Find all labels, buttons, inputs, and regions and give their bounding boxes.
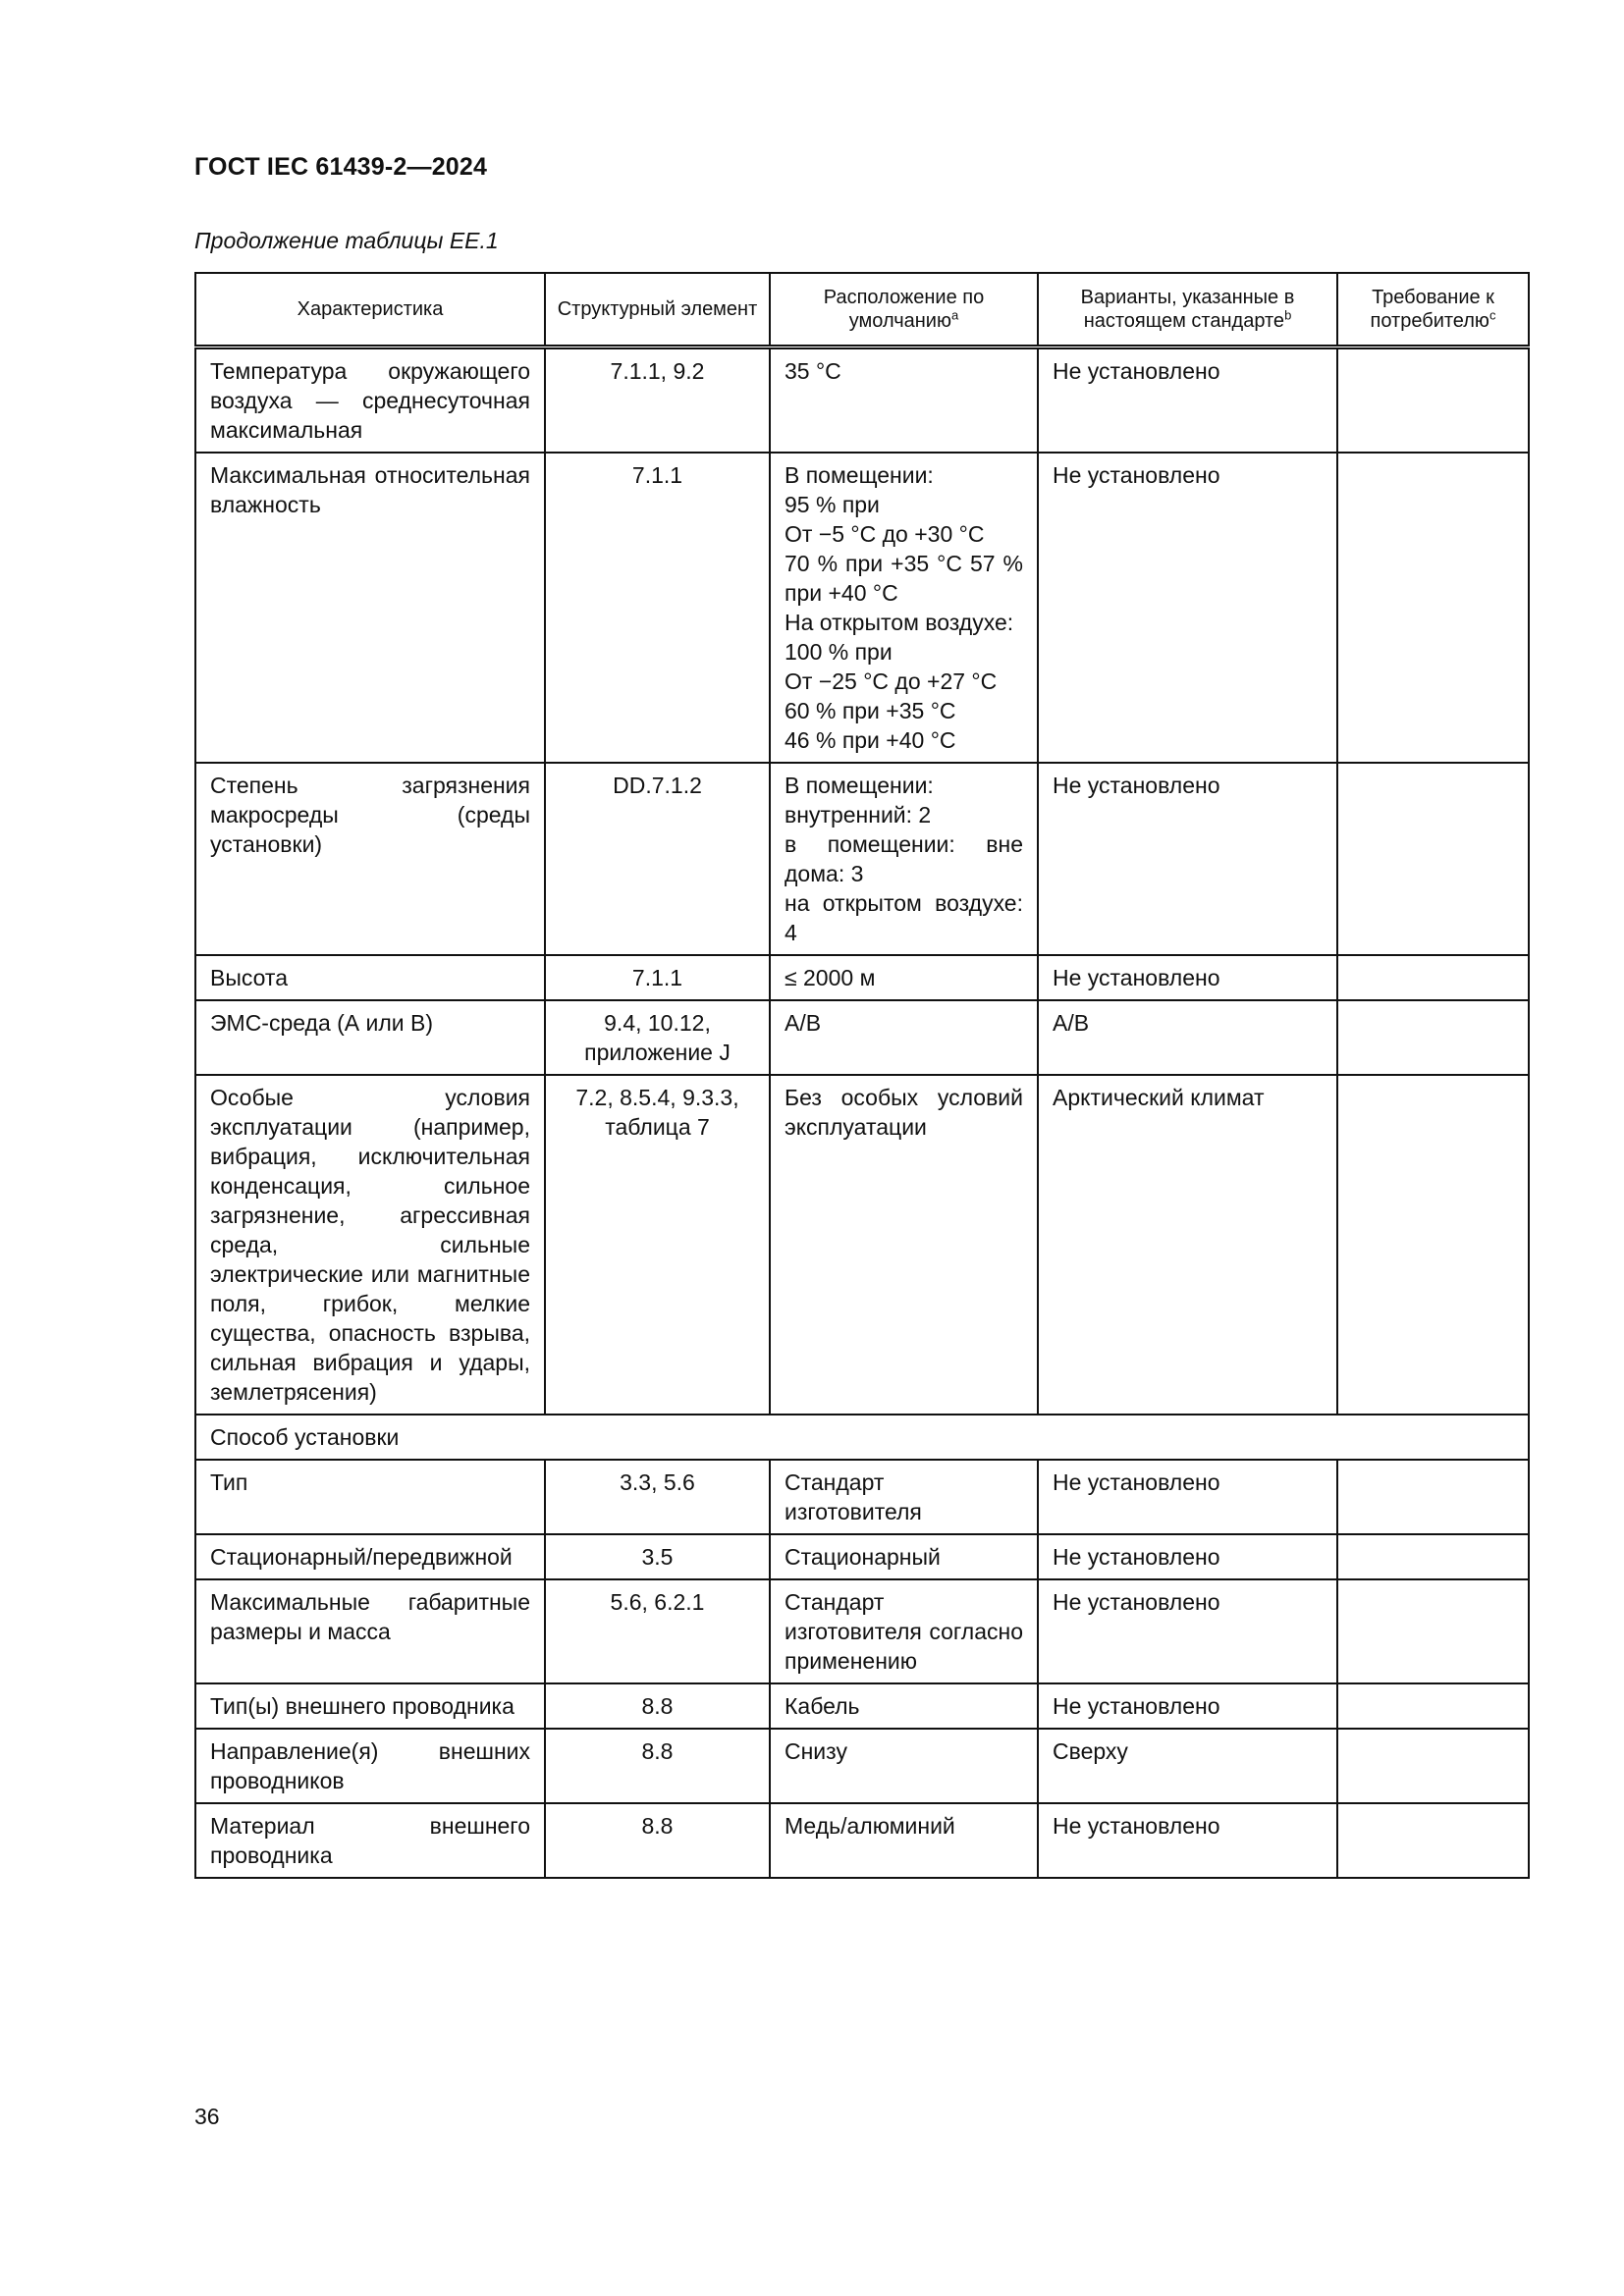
default-arrangement-cell [770, 955, 1038, 1000]
default-arrangement-line: Без особых условий эксплуатации [785, 1085, 1023, 1140]
structural-element-cell: 5.6, 6.2.1 [545, 1579, 770, 1683]
column-header-label: Расположение по умолчанию [823, 287, 985, 332]
default-arrangement-line: В помещении: [785, 773, 934, 798]
default-arrangement-cell [770, 1683, 1038, 1729]
default-arrangement-cell [770, 763, 1038, 955]
document-header: ГОСТ IEC 61439-2—2024 [194, 153, 488, 181]
structural-element-cell: 8.8 [545, 1803, 770, 1878]
table-row [195, 1075, 1529, 1415]
column-header-label: Варианты, указанные в настоящем стандарте [1080, 287, 1295, 332]
default-arrangement-line: 70 % при +35 °C 57 % при +40 °C [785, 551, 1023, 606]
section-label: Способ установки [195, 1415, 1529, 1460]
options-cell: Не установлено [1038, 955, 1337, 1000]
default-arrangement-line: на открытом воздухе: 4 [785, 890, 1023, 945]
default-arrangement-cell [770, 347, 1038, 454]
default-arrangement-line: 95 % при [785, 492, 880, 517]
footnote-marker: c [1489, 307, 1496, 323]
structural-element-cell: 9.4, 10.12, приложение J [545, 1000, 770, 1075]
characteristic-cell: Максимальная относительная влажность [195, 453, 545, 763]
table-row [195, 1534, 1529, 1579]
characteristic-cell: Стационарный/передвижной [195, 1534, 545, 1579]
default-arrangement-line: 46 % при +40 °C [785, 727, 956, 753]
default-arrangement-line: Стационарный [785, 1544, 941, 1570]
section-row [195, 1415, 1529, 1460]
table-row [195, 1000, 1529, 1075]
options-cell: Не установлено [1038, 1579, 1337, 1683]
default-arrangement-cell [770, 1579, 1038, 1683]
column-header [545, 273, 770, 347]
footnote-marker: b [1284, 307, 1292, 323]
characteristic-cell: Температура окружающего воздуха — среднесуточная максимальная [195, 347, 545, 454]
table-row [195, 1729, 1529, 1803]
default-arrangement-line: От −25 °C до +27 °C [785, 668, 998, 694]
table-row [195, 1579, 1529, 1683]
options-cell: Не установлено [1038, 347, 1337, 454]
structural-element-cell: 7.2, 8.5.4, 9.3.3, таблица 7 [545, 1075, 770, 1415]
default-arrangement-line: 100 % при [785, 639, 893, 665]
options-cell: Не установлено [1038, 1460, 1337, 1534]
table-row [195, 955, 1529, 1000]
characteristic-cell: Особые условия эксплуатации (например, вибрация, исключительная конденсация, сильное загрязнение, агрессивная среда, сильные электрические или магнитные поля, грибок, мелкие существа, опасность взрыва, сильная вибрация и удары, землетрясения) [195, 1075, 545, 1415]
default-arrangement-line: внутренний: 2 [785, 802, 932, 828]
options-cell: Не установлено [1038, 1534, 1337, 1579]
default-arrangement-line: Стандарт изготовителя [785, 1469, 922, 1524]
user-requirement-cell [1337, 347, 1529, 454]
footnote-marker: a [950, 307, 959, 323]
table-row [195, 453, 1529, 763]
user-requirement-cell [1337, 1579, 1529, 1683]
default-arrangement-line: Снизу [785, 1738, 847, 1764]
structural-element-cell: 3.3, 5.6 [545, 1460, 770, 1534]
options-cell: Сверху [1038, 1729, 1337, 1803]
characteristic-cell: Материал внешнего проводника [195, 1803, 545, 1878]
default-arrangement-cell [770, 453, 1038, 763]
default-arrangement-cell [770, 1729, 1038, 1803]
options-cell: Арктический климат [1038, 1075, 1337, 1415]
options-cell: Не установлено [1038, 453, 1337, 763]
options-cell: А/В [1038, 1000, 1337, 1075]
default-arrangement-line: В помещении: [785, 462, 934, 488]
user-requirement-cell [1337, 763, 1529, 955]
structural-element-cell: 7.1.1, 9.2 [545, 347, 770, 454]
default-arrangement-cell [770, 1460, 1038, 1534]
table-row [195, 1460, 1529, 1534]
user-requirement-cell [1337, 1460, 1529, 1534]
structural-element-cell: 8.8 [545, 1683, 770, 1729]
characteristic-cell: Высота [195, 955, 545, 1000]
user-requirement-cell [1337, 1729, 1529, 1803]
user-requirement-cell [1337, 1534, 1529, 1579]
structural-element-cell: 8.8 [545, 1729, 770, 1803]
column-header [1337, 273, 1529, 347]
default-arrangement-line: Кабель [785, 1693, 860, 1719]
table-row [195, 1803, 1529, 1878]
user-requirement-cell [1337, 955, 1529, 1000]
user-requirement-cell [1337, 1683, 1529, 1729]
table-row [195, 347, 1529, 454]
default-arrangement-line: На открытом воздухе: [785, 610, 1014, 635]
structural-element-cell: 7.1.1 [545, 955, 770, 1000]
default-arrangement-cell [770, 1534, 1038, 1579]
characteristic-cell: Максимальные габаритные размеры и масса [195, 1579, 545, 1683]
characteristic-cell: Направление(я) внешних проводников [195, 1729, 545, 1803]
column-header [1038, 273, 1337, 347]
column-header [195, 273, 545, 347]
user-requirement-cell [1337, 453, 1529, 763]
default-arrangement-line: 35 °C [785, 358, 841, 384]
user-requirement-cell [1337, 1803, 1529, 1878]
default-arrangement-line: А/В [785, 1010, 822, 1036]
table-row [195, 763, 1529, 955]
table-body [195, 347, 1529, 1879]
default-arrangement-cell [770, 1803, 1038, 1878]
page-number: 36 [194, 2104, 220, 2129]
default-arrangement-line: 60 % при +35 °C [785, 698, 956, 723]
options-cell: Не установлено [1038, 1803, 1337, 1878]
characteristic-cell: ЭМС-среда (А или В) [195, 1000, 545, 1075]
default-arrangement-line: в помещении: вне дома: 3 [785, 831, 1023, 886]
default-arrangement-cell [770, 1075, 1038, 1415]
characteristic-cell: Тип(ы) внешнего проводника [195, 1683, 545, 1729]
column-header-label: Требование к потребителю [1370, 287, 1494, 332]
structural-element-cell: 7.1.1 [545, 453, 770, 763]
user-requirement-cell [1337, 1075, 1529, 1415]
options-cell: Не установлено [1038, 1683, 1337, 1729]
table-row [195, 1683, 1529, 1729]
specification-table [194, 272, 1530, 1879]
default-arrangement-cell [770, 1000, 1038, 1075]
structural-element-cell: DD.7.1.2 [545, 763, 770, 955]
default-arrangement-line: От −5 °C до +30 °C [785, 521, 985, 547]
table-caption: Продолжение таблицы EE.1 [194, 228, 499, 253]
characteristic-cell: Тип [195, 1460, 545, 1534]
table-header-row [195, 273, 1529, 347]
default-arrangement-line: Медь/алюминий [785, 1813, 955, 1839]
default-arrangement-line: Стандарт изготовителя согласно применению [785, 1589, 1023, 1674]
structural-element-cell: 3.5 [545, 1534, 770, 1579]
column-header-label: Характеристика [297, 298, 444, 320]
options-cell: Не установлено [1038, 763, 1337, 955]
user-requirement-cell [1337, 1000, 1529, 1075]
default-arrangement-line: ≤ 2000 м [785, 965, 876, 990]
column-header-label: Структурный элемент [557, 298, 758, 320]
column-header [770, 273, 1038, 347]
characteristic-cell: Степень загрязнения макросреды (среды установки) [195, 763, 545, 955]
